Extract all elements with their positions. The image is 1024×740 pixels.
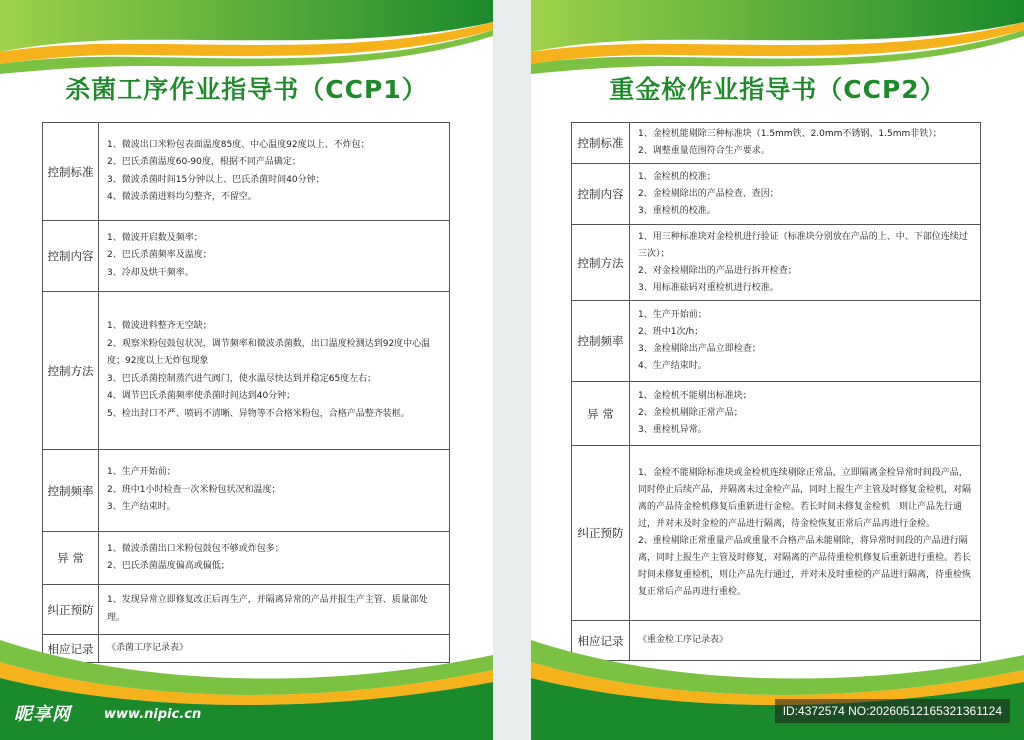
table-row — [43, 292, 450, 450]
table-row — [572, 382, 981, 446]
row-label-control-standard: 控制标准 — [572, 123, 630, 164]
table-row — [43, 123, 450, 221]
row-label-control-standard: 控制标准 — [43, 123, 99, 221]
row-label-corrective-action: 纠正预防 — [572, 446, 630, 621]
table-row — [43, 450, 450, 532]
row-label-control-frequency: 控制频率 — [43, 450, 99, 532]
table-row — [43, 221, 450, 292]
table-row — [572, 446, 981, 621]
row-content-abnormal: 1、微波杀菌出口米粉包鼓包不够或炸包多； 2、巴氏杀菌温度偏高或偏低； — [99, 532, 450, 585]
row-content-control-standard: 1、微波出口米粉包表面温度85度、中心温度92度以上、不炸包； 2、巴氏杀菌温度60-90度，根据不同产品确定； 3、微波杀菌时间15分钟以上、巴氏杀菌时间40分钟； 4、微波杀菌进料均匀整齐，不留空。 — [99, 123, 450, 221]
table-row — [572, 123, 981, 164]
right-title: 重金检作业指导书（CCP2） — [609, 75, 946, 104]
row-label-control-frequency: 控制频率 — [572, 301, 630, 382]
left-poster — [0, 0, 493, 740]
bottom-wave-decoration — [0, 600, 493, 740]
watermark-id-badge: ID:4372574 NO:20260512165321361124 — [775, 699, 1010, 723]
row-content-control-frequency: 1、生产开始前； 2、班中1次/h； 3、金检剔除出产品立即检查； 4、生产结束时。 — [630, 301, 981, 382]
row-label-control-method: 控制方法 — [572, 225, 630, 301]
row-label-control-content: 控制内容 — [43, 221, 99, 292]
left-instruction-table — [42, 122, 450, 663]
table-row — [43, 532, 450, 585]
row-content-corrective-action: 1、发现异常立即修复改正后再生产，并隔离异常的产品并报生产主管、质量部处理。 — [99, 585, 450, 635]
row-content-records: 《重金检工序记录表》 — [630, 621, 981, 661]
row-label-control-method: 控制方法 — [43, 292, 99, 450]
watermark-logo: 昵享网 — [14, 704, 71, 725]
row-content-control-method: 1、用三种标准块对金检机进行验证（标准块分别放在产品的上、中、下部位连续过三次）； 2、对金检剔除出的产品进行拆开检查； 3、用标准砝码对重检机进行校准。 — [630, 225, 981, 301]
watermark-url: www.nipic.cn — [104, 707, 202, 722]
row-content-control-standard: 1、金检机能剔除三种标准块（1.5mm铁、2.0mm不锈钢、1.5mm非铁）； 2、调整重量范围符合生产要求。 — [630, 123, 981, 164]
row-content-abnormal: 1、金检机不能剔出标准块； 2、金检机剔除正常产品； 3、重检机异常。 — [630, 382, 981, 446]
row-content-records: 《杀菌工序记录表》 — [99, 635, 450, 663]
row-label-control-content: 控制内容 — [572, 164, 630, 225]
right-poster — [531, 0, 1024, 740]
row-label-records: 相应记录 — [43, 635, 99, 663]
table-row — [572, 225, 981, 301]
row-content-control-method: 1、微波进料整齐无空缺； 2、观察米粉包鼓包状况，调节频率和微波杀菌数，出口温度检测达到92度中心温度；92度以上无炸包现象 3、巴氏杀菌控制蒸汽进气阀门，使水温尽快达到并稳定65度左右； 4、调节巴氏杀菌频率使杀菌时间达到40分钟； 5、检出封口不严、喷码不清晰、异物等不合格米粉包，合格产品整齐装框。 — [99, 292, 450, 450]
row-content-control-content: 1、微波开启数及频率； 2、巴氏杀菌频率及温度； 3、冷却及烘干频率。 — [99, 221, 450, 292]
table-row — [572, 164, 981, 225]
row-content-control-frequency: 1、生产开始前； 2、班中1小时检查一次米粉包状况和温度； 3、生产结束时。 — [99, 450, 450, 532]
right-instruction-table — [571, 122, 981, 661]
row-label-records: 相应记录 — [572, 621, 630, 661]
row-content-control-content: 1、金检机的校准； 2、金检剔除出的产品检查、查因； 3、重检机的校准。 — [630, 164, 981, 225]
row-label-abnormal: 异 常 — [43, 532, 99, 585]
row-content-corrective-action: 1、金检不能剔除标准块或金检机连续剔除正常品，立即隔离金检异常时间段产品，同时停止后续产品，并隔离未过金检产品，同时上报生产主管及时修复金检机，对隔离的产品待金检机修复后重新进行金检。若长时间未修复金检机 则让产品先行通过，并对未及时金检的产品进行隔离，待金检恢复正常后产品再进行金检。 2、重检剔除正常重量产品或重量不合格产品未能剔除，将异常时间段的产品进行隔离，同时上报生产主管及时修复，对隔离的产品待重检机修复后重新进行重检。若长时间未修复重检机，则让产品先行通过，并对未及时重检的产品进行隔离，待重检恢复正常后产品再进行重检。 — [630, 446, 981, 621]
row-label-corrective-action: 纠正预防 — [43, 585, 99, 635]
left-title: 杀菌工序作业指导书（CCP1） — [65, 75, 428, 104]
table-row — [572, 301, 981, 382]
row-label-abnormal: 异 常 — [572, 382, 630, 446]
